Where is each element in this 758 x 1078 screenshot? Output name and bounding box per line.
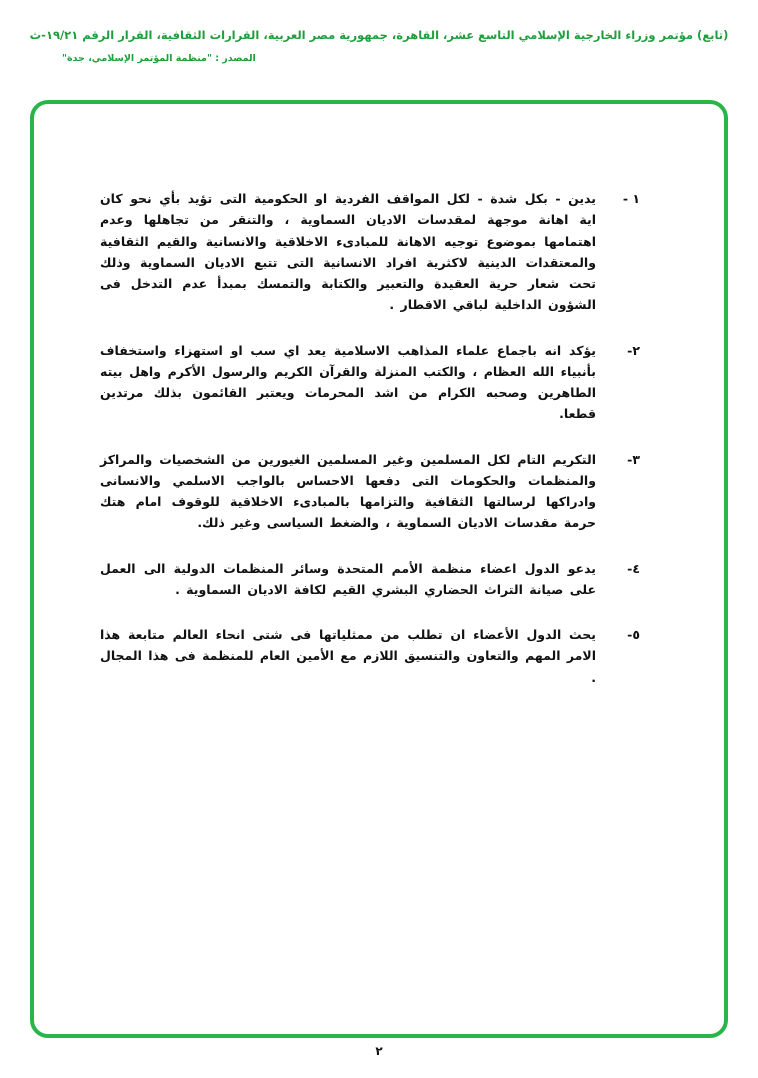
item-text: التكريم التام لكل المسلمين وغير المسلمين الغيورين من الشخصيات والمراكز والمنظمات والحكومات التى دفعها الاحساس بالواجب الاسلمي والانسانى وادراكها لرسالتها الثقافية والتزامها بالمبادىء الاخلاقية للوقوف امام هتك حرمة مقدسات الاديان السماوية ، والضغط السياسى وغير ذلك. [100, 451, 596, 531]
document-source: المصدر : "منظمة المؤتمر الإسلامي، جدة" [62, 53, 256, 64]
item-number: ٥- [627, 627, 640, 642]
item-number: ٣- [627, 451, 640, 467]
list-item [100, 340, 640, 425]
item-number: ٢- [627, 342, 640, 358]
item-text: يؤكد انه باجماع علماء المذاهب الاسلامية يعد اي سب او استهزاء واستخفاف بأنبياء الله العظام ، والكتب المنزلة والقرآن الكريم والرسول الأكرم واهل بيته الطاهرين وصحبه الكرام من اشد المحرمات ويعتبر القائمون بذلك مرتدين قطعا. [100, 342, 596, 422]
list-item [100, 449, 640, 534]
page-number: ٢ [375, 1044, 383, 1058]
item-text: يحث الدول الأعضاء ان تطلب من ممثلياتها فى شتى انحاء العالم متابعة هذا الامر المهم والتعاون والتنسيق اللازم مع الأمين العام للمنظمة فى هذا المجال . [100, 627, 596, 685]
list-item [100, 188, 640, 316]
document-title: (تابع) مؤتمر وزراء الخارجية الإسلامي التاسع عشر، القاهرة، جمهورية مصر العربية، القرارات الثقافية، القرار الرقم ١٩/٢١-ث [29, 28, 729, 42]
item-text: يدين - بكل شدة - لكل المواقف الفردية او الحكومية التى تؤيد بأي نحو كان اية اهانة موجهة لمقدسات الاديان السماوية ، والتنقر من تجاهلها وعدم اهتمامها بموضوع توجيه الاهانة للمبادىء الاخلاقية والانسانية والقيم الثقافية والمعتقدات الدينية لاكثرية افراد الانسانية التى تتبع الاديان السماوية وذلك تحت شعار حرية العقيدة والتعبير والكتابة والتمسك بمبدأ عدم التدخل فى الشؤون الداخلية لباقي الاقطار . [100, 191, 596, 313]
list-item [100, 558, 640, 601]
item-number: ٤- [627, 560, 640, 576]
list-item [100, 624, 640, 688]
document-body [100, 188, 640, 688]
item-text: يدعو الدول اعضاء منظمة الأمم المتحدة وسائر المنظمات الدولية الى العمل على صيانة التراث الحضاري البشري القيم لكافة الاديان السماوية . [100, 560, 596, 597]
item-number: ١ - [622, 191, 640, 206]
